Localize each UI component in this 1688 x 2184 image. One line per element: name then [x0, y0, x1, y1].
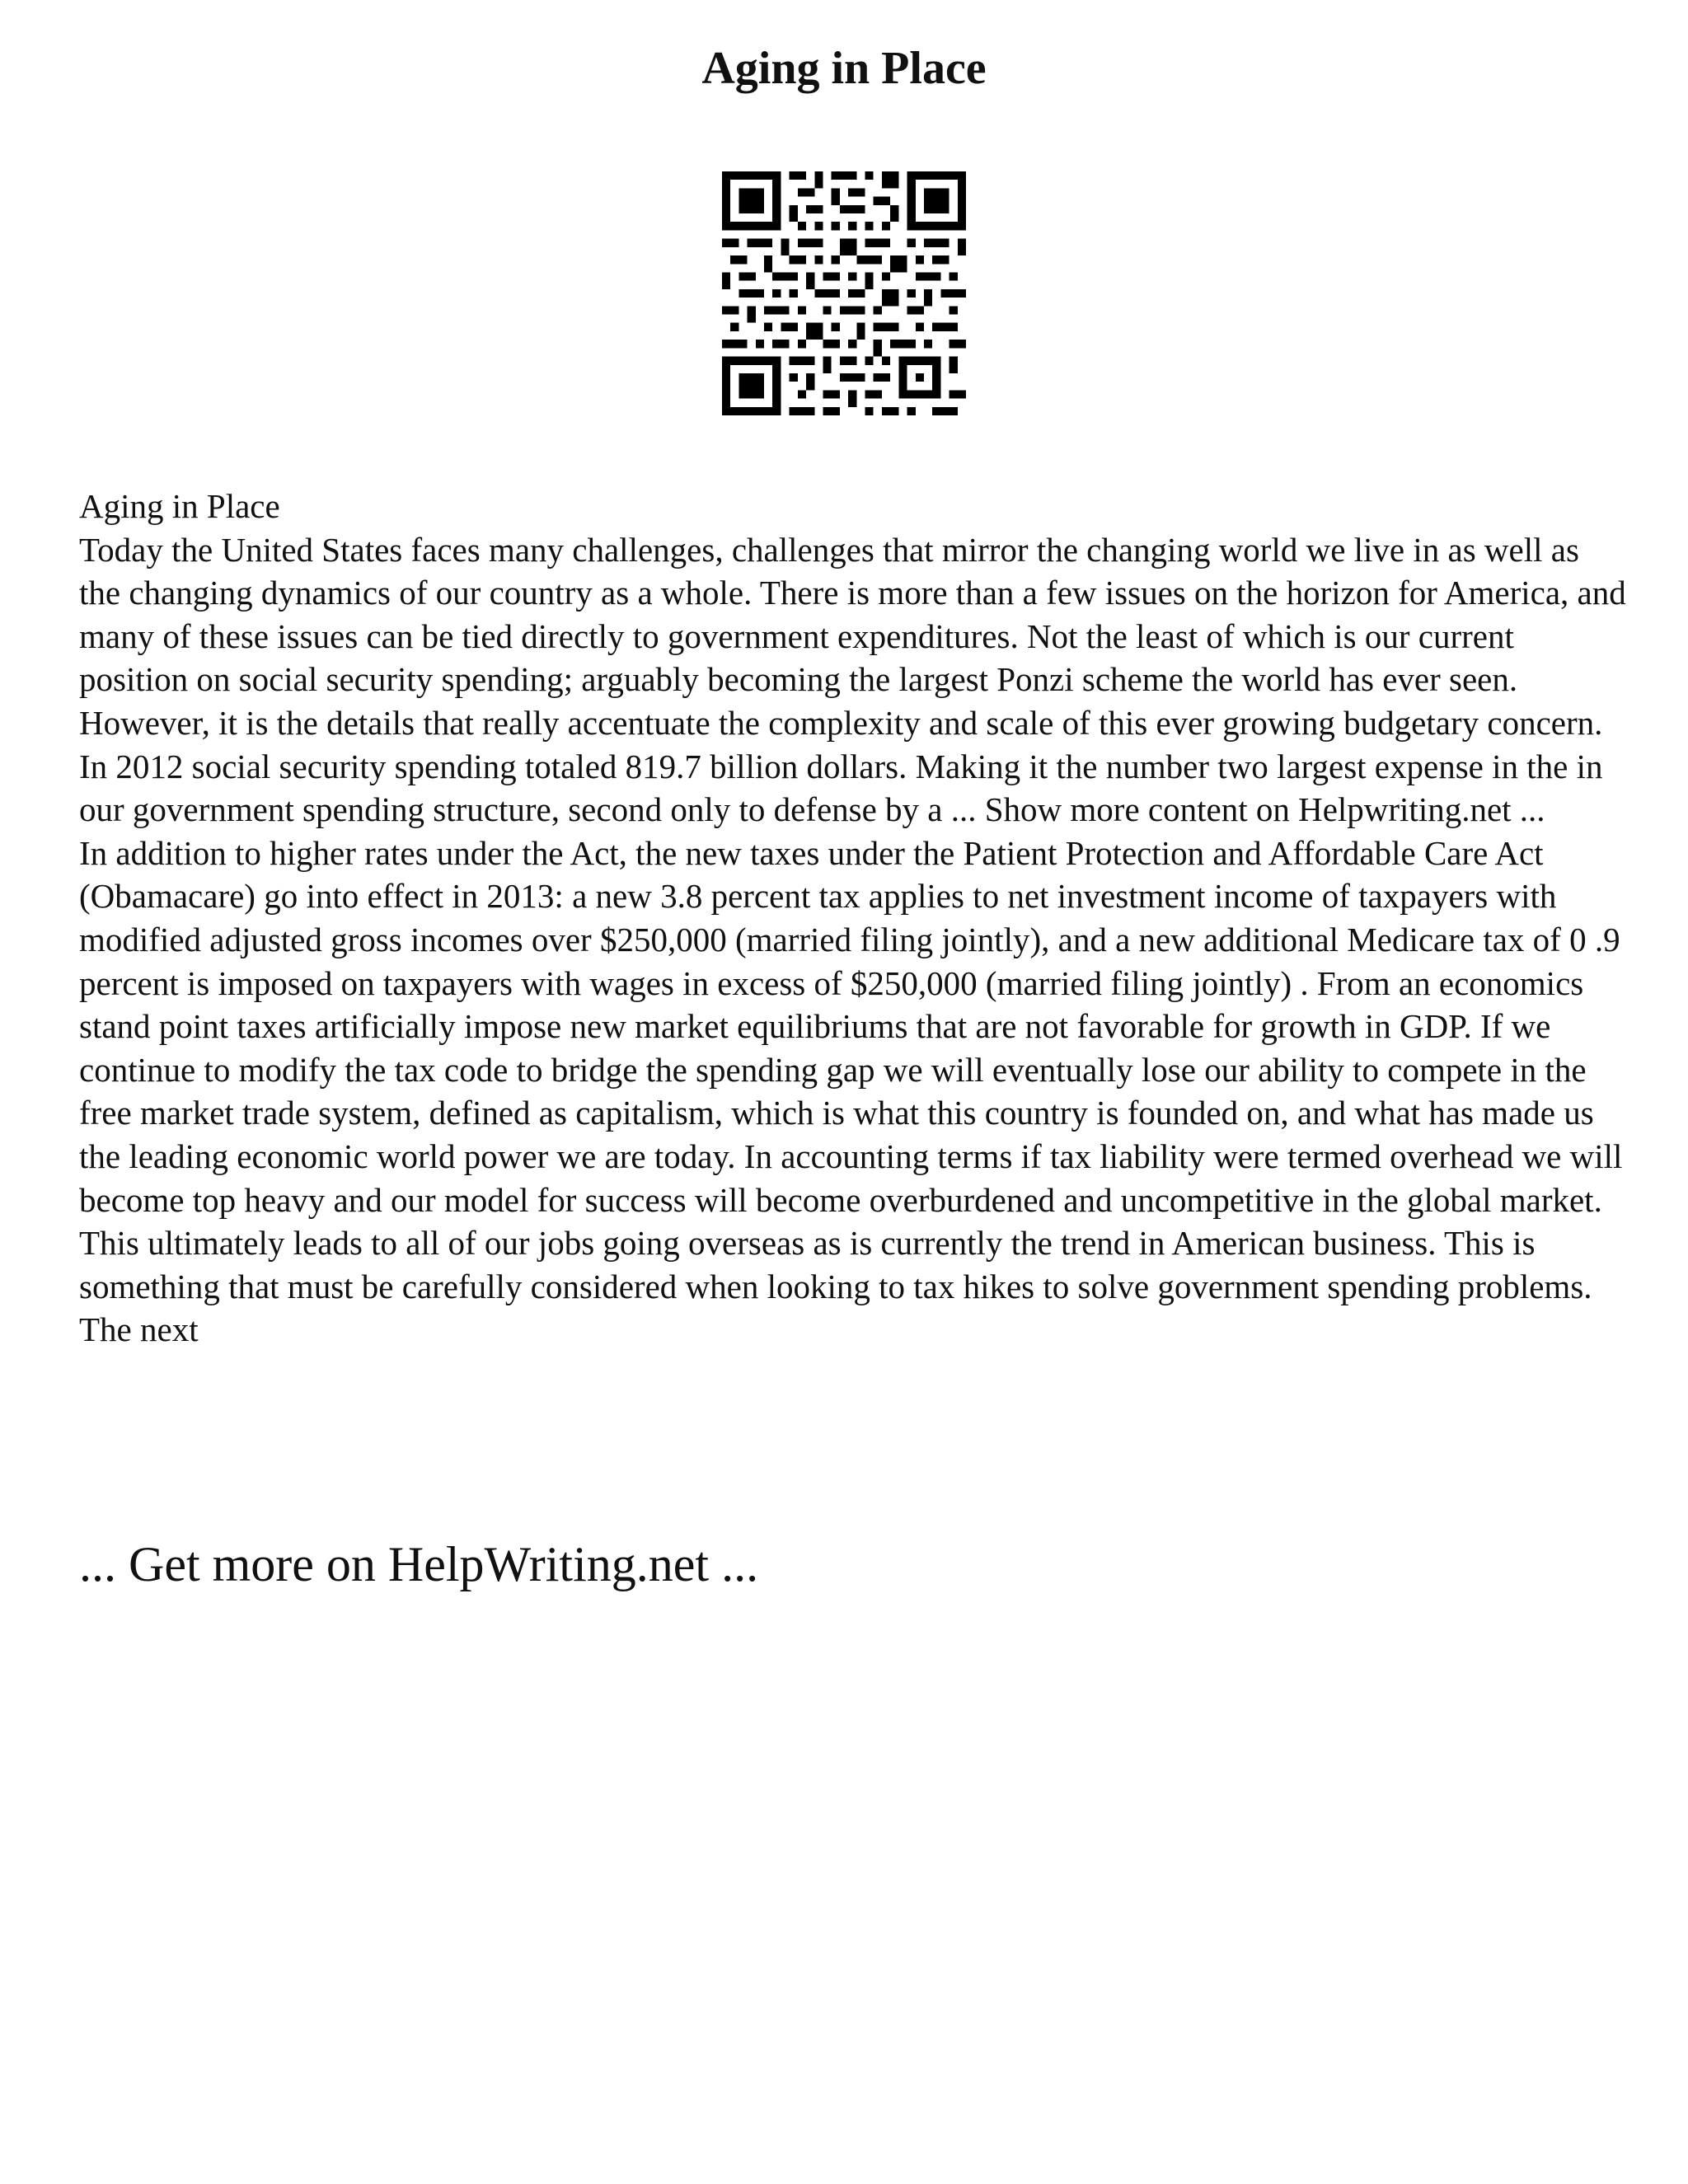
article-paragraph: In addition to higher rates under the Act, the new taxes under the Patient Protection and Affordable Care Act (Obamacare) go into effect in 2013: a new 3.8 percent tax applies to net investment income of taxpayers with modified adjusted gross incomes over $250,000 (married filing jointly), and a new additional Medicare tax of 0 .9 percent is imposed on taxpayers with wages in excess of $250,000 (married filing jointly) . From an economics stand point taxes artificially impose new market equilibriums that are not favorable for growth in GDP. If we continue to modify the tax code to bridge the spending gap we will eventually lose our ability to compete in the free market trade system, defined as capitalism, which is what this country is founded on, and what has made us the leading economic world power we are today. In accounting terms if tax liability were termed overhead we will become top heavy and our model for success will become overburdened and uncompetitive in the global market. This ultimately leads to all of our jobs going overseas as is currently the trend in American business. This is something that must be carefully considered when looking to tax hikes to solve government spending problems.	[79, 833, 1623, 1305]
page-title: Aging in Place	[701, 43, 987, 94]
article-paragraph: Today the United States faces many challenges, challenges that mirror the changing world we live in as well as the changing dynamics of our country as a whole. There is more than a few issues on the horizon for America, and many of these issues can be tied directly to government expenditures. Not the least of which is our current position on social security spending; arguably becoming the largest Ponzi scheme the world has ever seen. However, it is the details that really accentuate the complexity and scale of this ever growing budgetary concern. In 2012 social security spending totaled 819.7 billion dollars. Making it the number two largest expense in the in our government spending structure, second only to defense by a ... Show more content on Helpwriting.net ...	[79, 530, 1626, 829]
article-lead: Aging in Place	[79, 487, 280, 525]
article-body	[79, 485, 1629, 1352]
get-more-link[interactable]: ... Get more on HelpWriting.net ...	[79, 1537, 759, 1591]
article-paragraph: The next	[79, 1310, 199, 1349]
qr-code-icon[interactable]	[722, 171, 966, 415]
